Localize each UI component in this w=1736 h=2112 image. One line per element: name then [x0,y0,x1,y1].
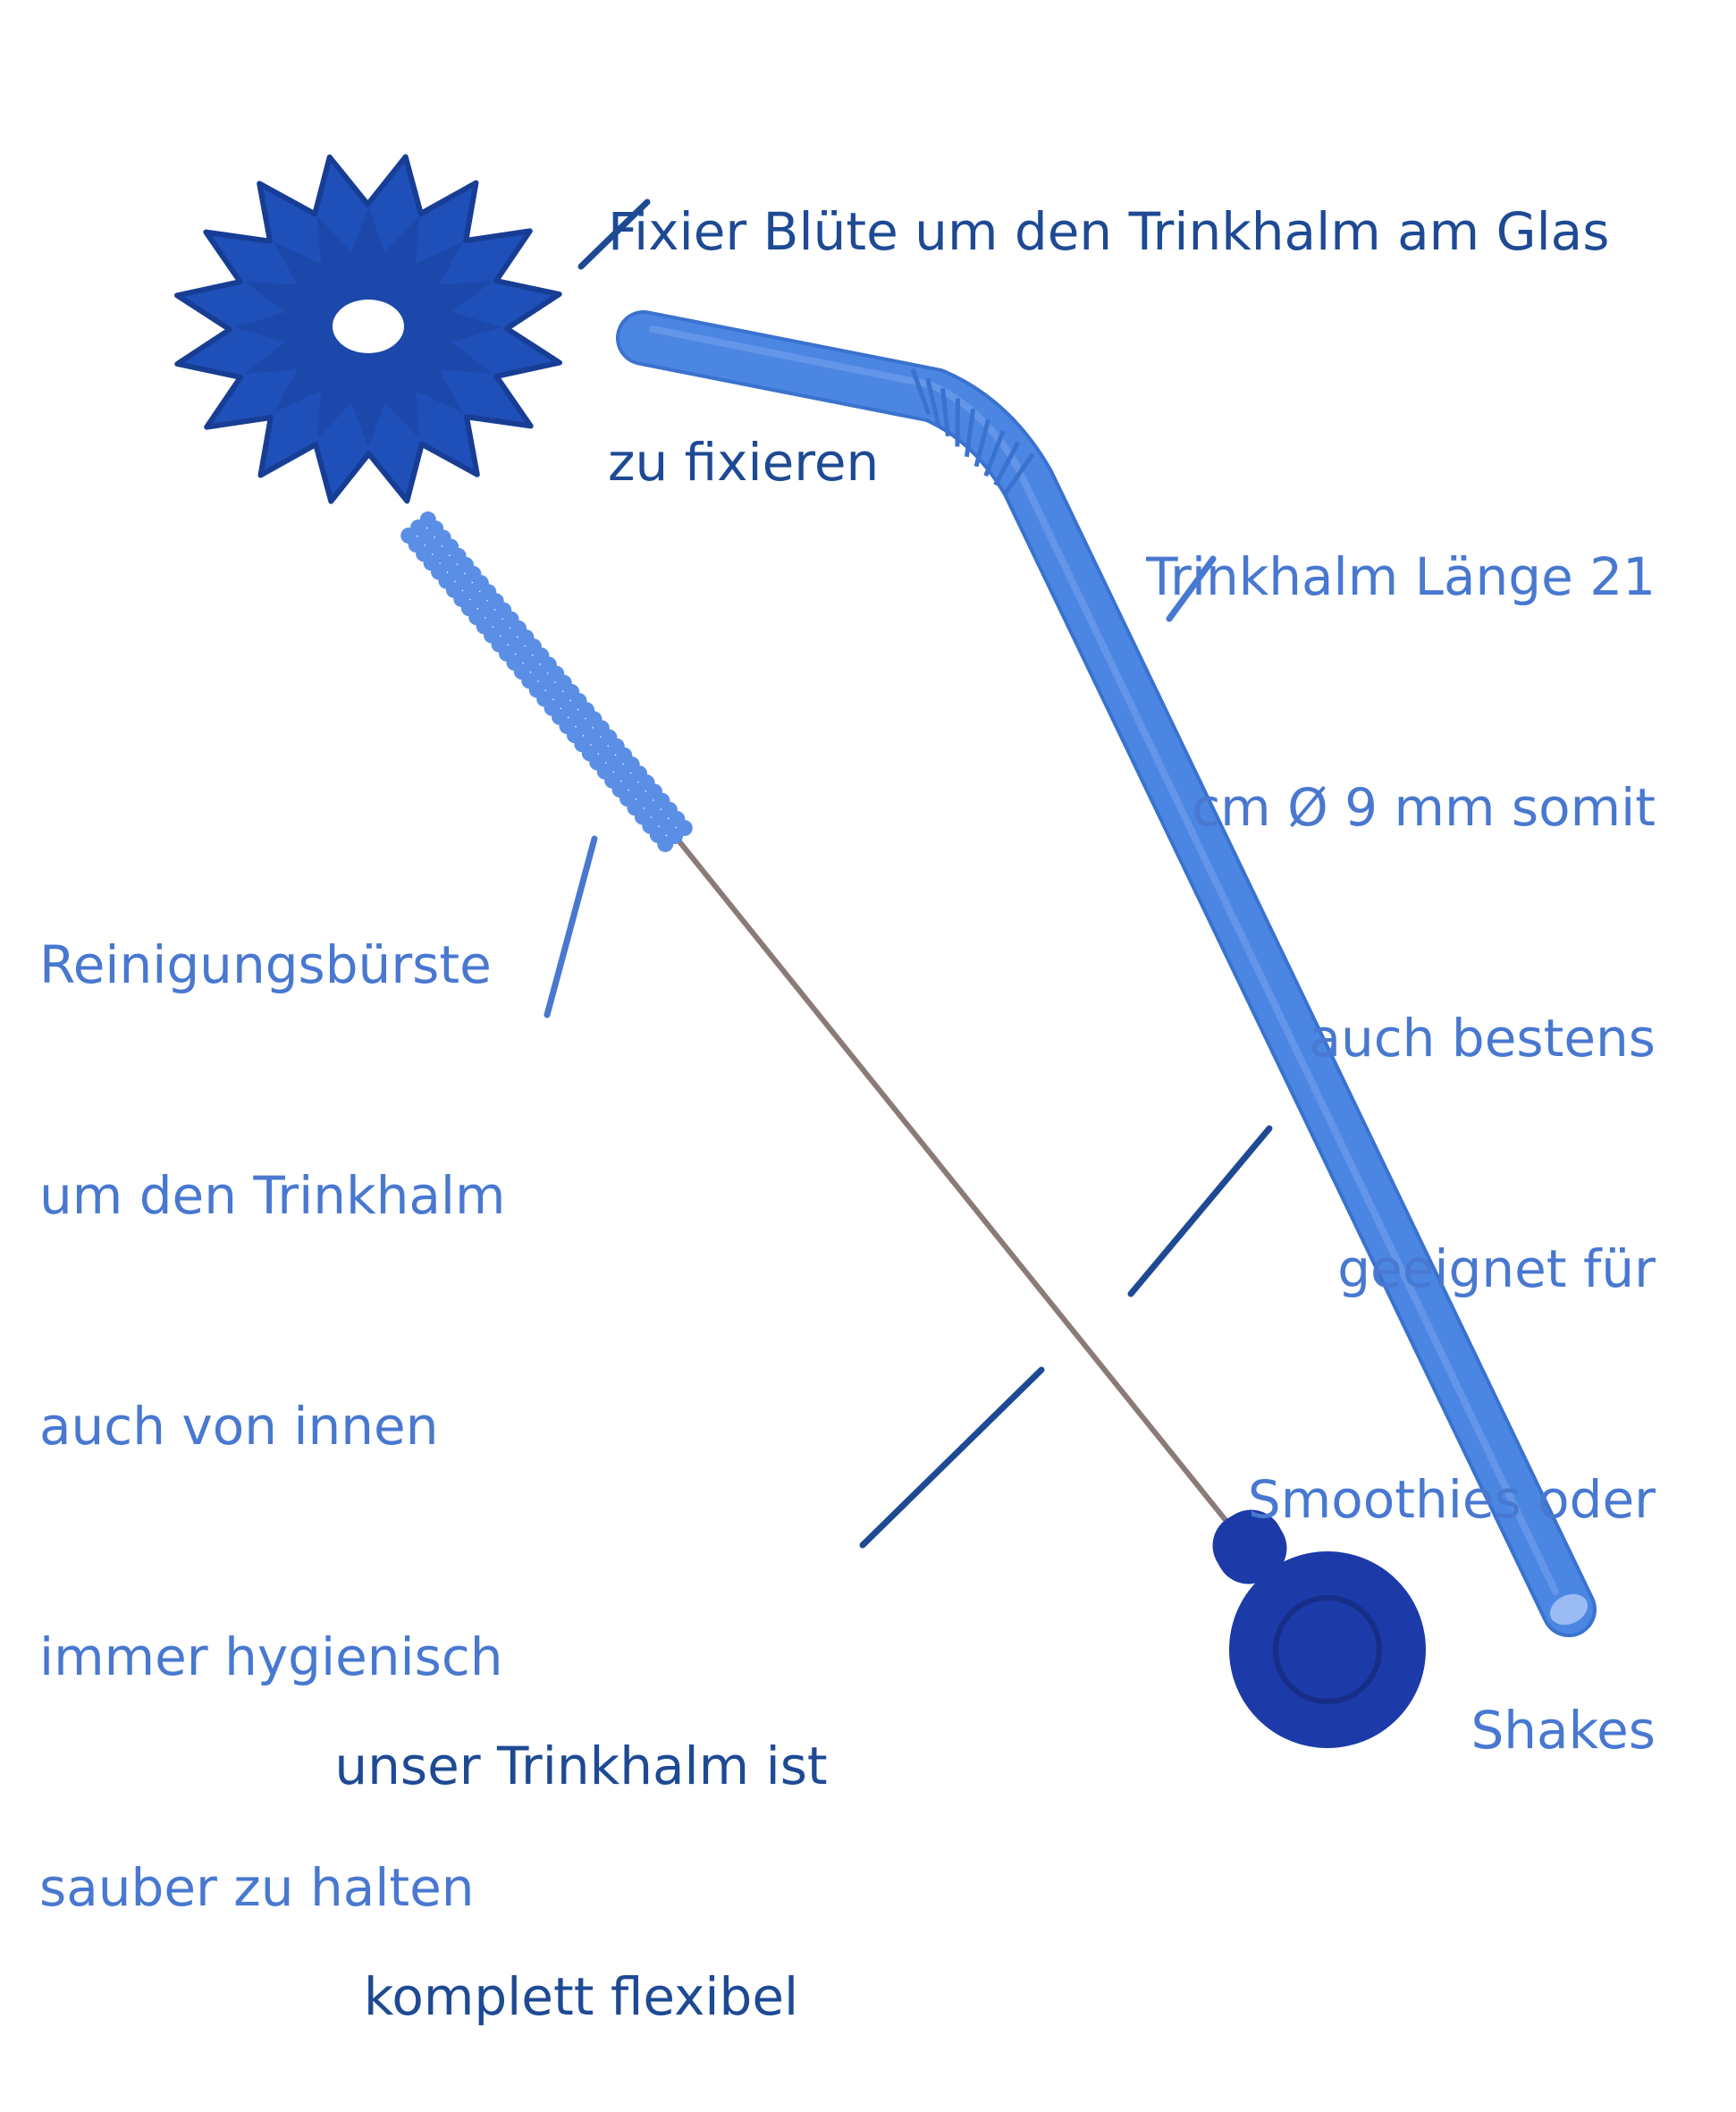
caption-flower-line: zu fixieren [608,432,880,493]
caption-flexible-line: unser Trinkhalm ist [334,1736,828,1796]
caption-straw-line: auch bestens [1309,1008,1656,1069]
pointer-line-flexible-lower [863,1370,1041,1545]
caption-straw-line: cm Ø 9 mm somit [1192,777,1656,838]
caption-straw-line: Shakes [1471,1700,1656,1761]
caption-brush-line: auch von innen [39,1396,439,1457]
caption-brush-line: immer hygienisch [39,1626,503,1687]
caption-straw [1146,384,1656,1846]
brush-bristle [677,820,693,836]
caption-brush-line: um den Trinkhalm [39,1165,506,1226]
caption-flexible [295,1574,867,2112]
pointer-line-brush [547,839,594,1015]
caption-brush-line: sauber zu halten [39,1857,475,1918]
caption-flower-line: Fixier Blüte um den Trinkhalm am Glas [608,201,1610,262]
caption-straw-line: geeignet für [1337,1238,1656,1299]
caption-flexible-line: komplett flexibel [363,1966,799,2027]
flower-fixer [177,156,560,501]
caption-straw-line: Trinkhalm Länge 21 [1146,546,1656,607]
flower-center-hole [333,300,404,353]
caption-straw-line: Smoothies oder [1247,1469,1656,1530]
caption-brush-line: Reinigungsbürste [39,934,492,995]
